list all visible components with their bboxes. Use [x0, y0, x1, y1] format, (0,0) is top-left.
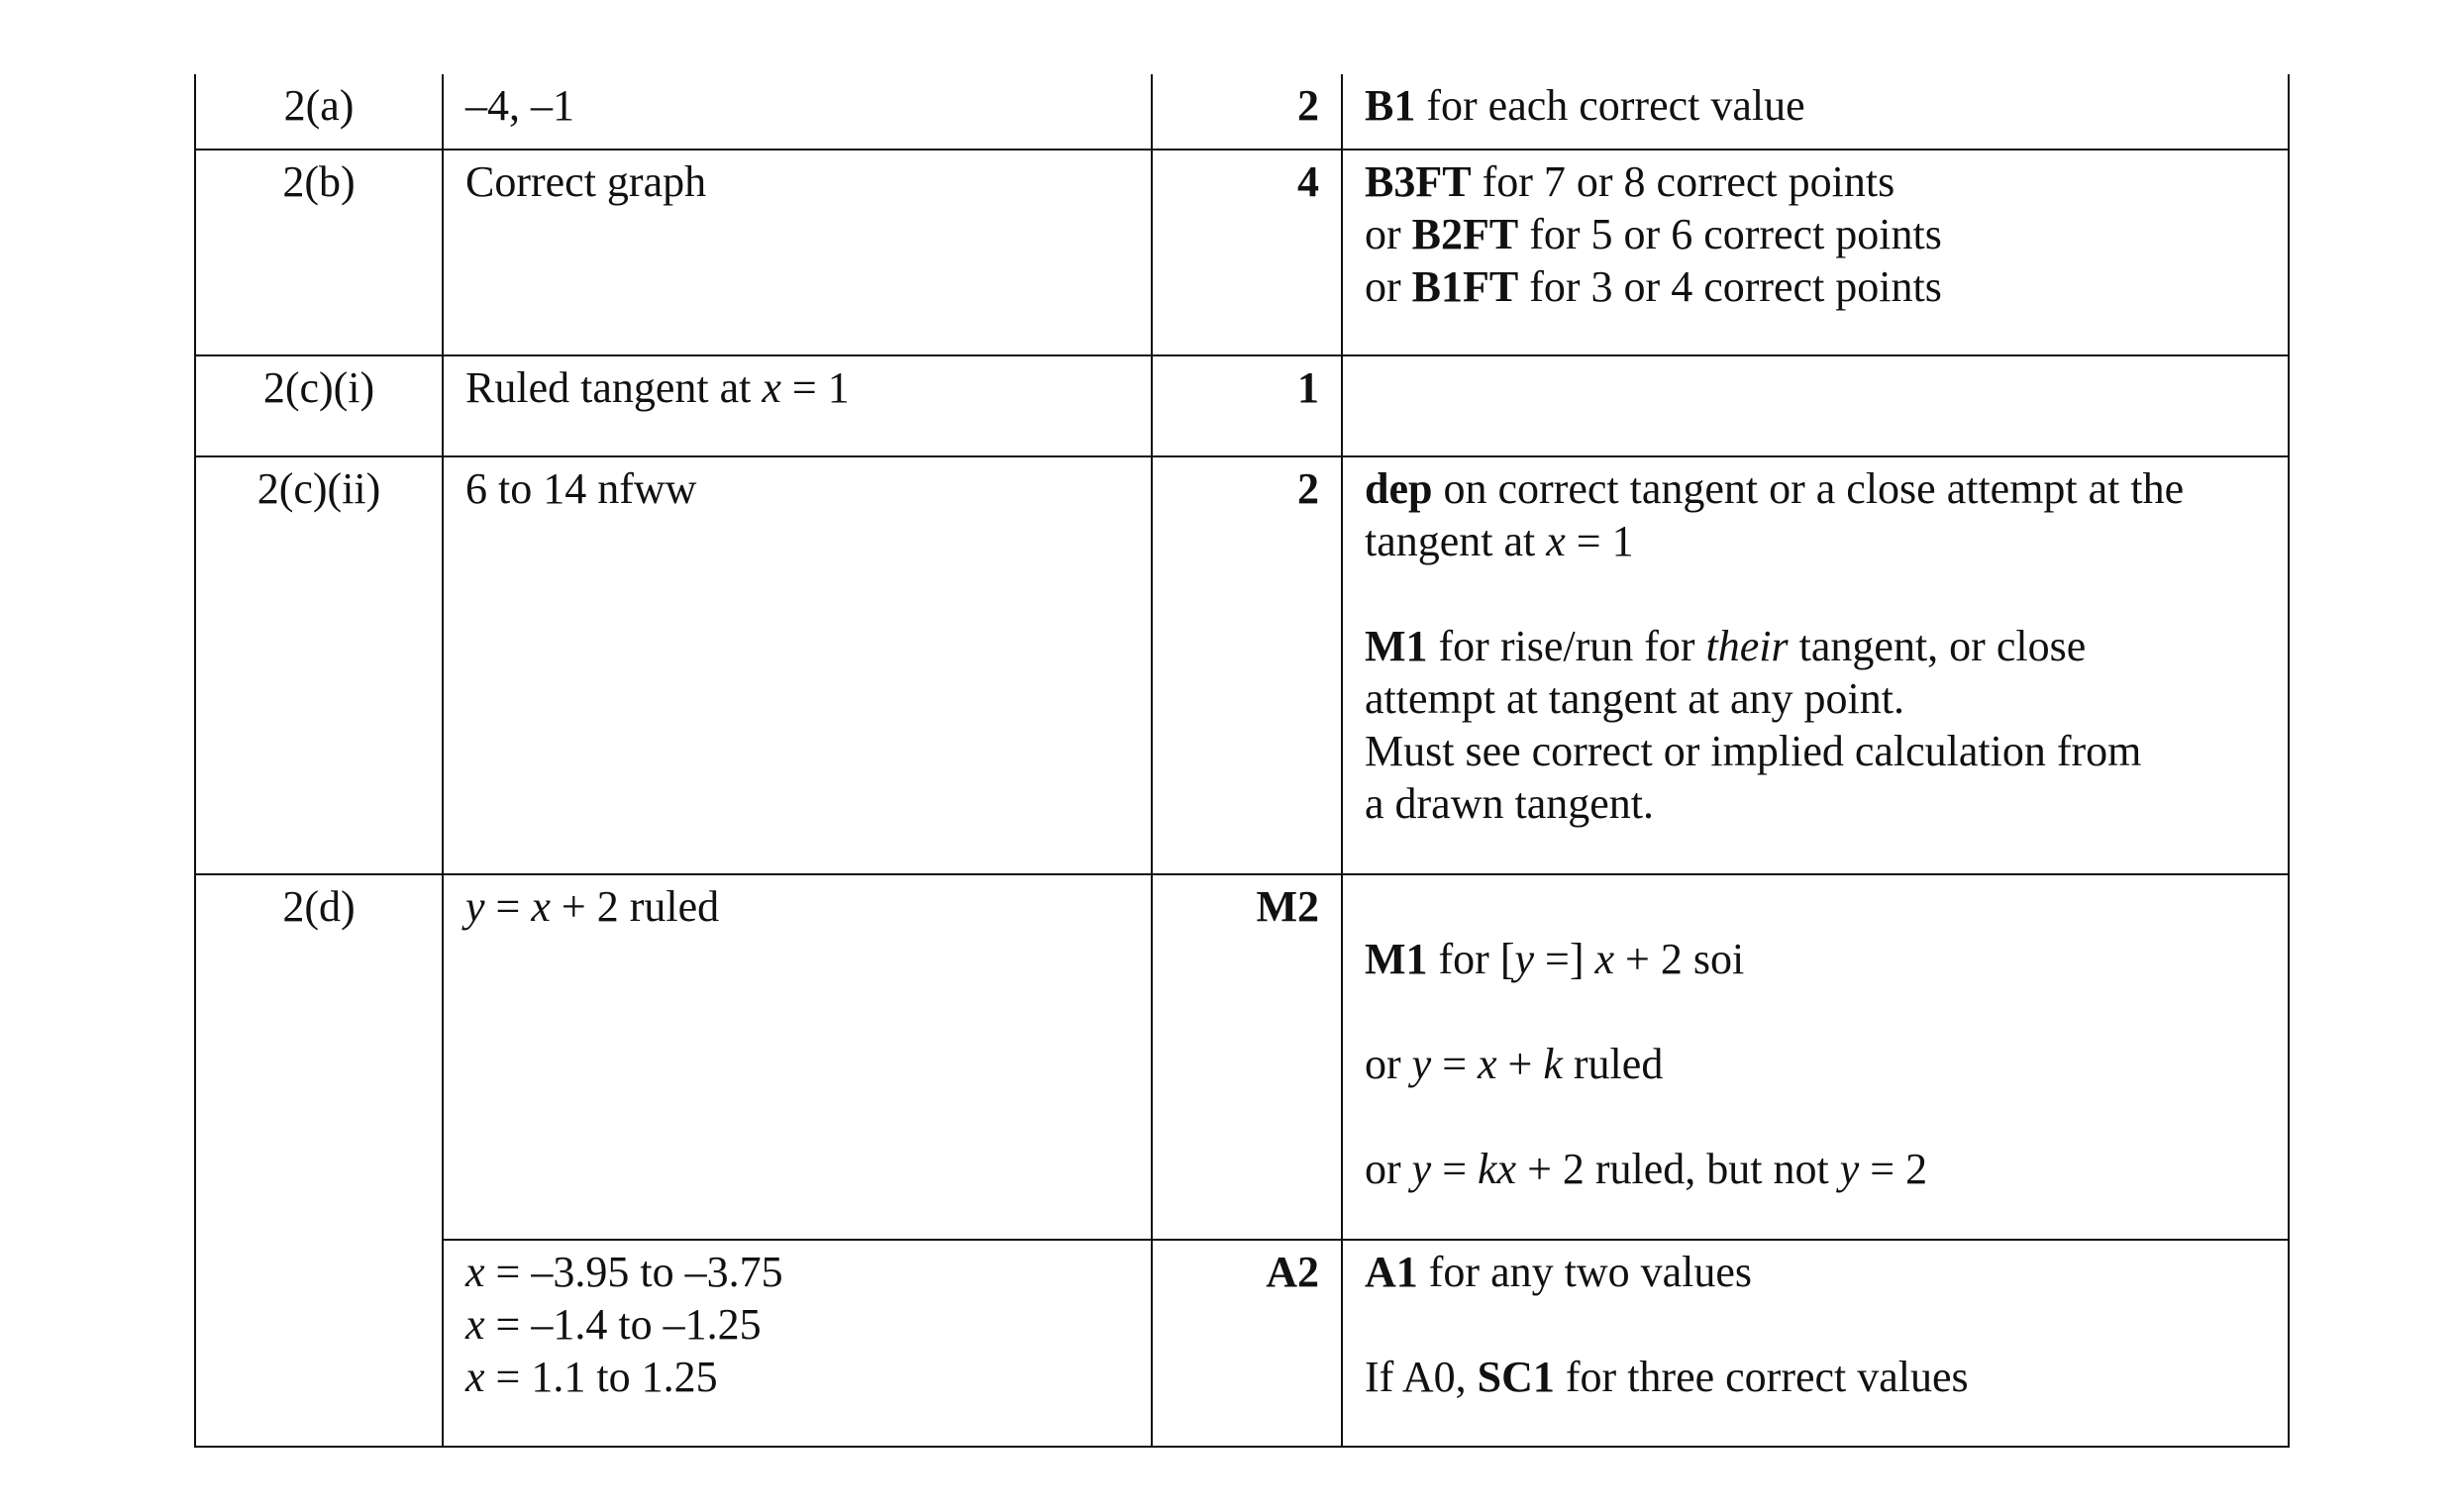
question-cell: 2(d): [195, 874, 443, 1447]
answer-line: x = 1.1 to 1.25: [465, 1353, 718, 1401]
marks-cell: 4: [1152, 150, 1342, 355]
guidance-line: or y = x + k ruled: [1365, 1040, 1664, 1088]
marks-cell: 2: [1152, 74, 1342, 150]
answer-cell: –4, –1: [443, 74, 1152, 150]
table-row: [195, 874, 2289, 1240]
guidance-line: dep on correct tangent or a close attempt at the: [1365, 464, 2185, 513]
marks-cell: M2: [1152, 874, 1342, 1240]
answer-cell: 6 to 14 nfww: [443, 456, 1152, 874]
question-cell: 2(c)(i): [195, 355, 443, 456]
guidance-cell: [1342, 874, 2289, 1240]
guidance-line: or B1FT for 3 or 4 correct points: [1365, 262, 1942, 311]
table-row: [195, 74, 2289, 150]
answer-cell: y = x + 2 ruled: [443, 874, 1152, 1240]
question-cell: 2(c)(ii): [195, 456, 443, 874]
guidance-line: tangent at x = 1: [1365, 517, 1634, 565]
guidance-line: If A0, SC1 for three correct values: [1365, 1353, 1969, 1401]
guidance-cell: [1342, 150, 2289, 355]
answer-line: x = –3.95 to –3.75: [465, 1248, 783, 1296]
question-cell: 2(a): [195, 74, 443, 150]
guidance-cell: [1342, 1240, 2289, 1447]
guidance-cell: [1342, 456, 2289, 874]
guidance-cell: [1342, 355, 2289, 456]
answer-cell: Ruled tangent at x = 1: [443, 355, 1152, 456]
guidance-line: or B2FT for 5 or 6 correct points: [1365, 210, 1942, 258]
answer-line: x = –1.4 to –1.25: [465, 1300, 762, 1349]
guidance-line: a drawn tangent.: [1365, 779, 1654, 828]
mark-scheme-table: [194, 74, 2290, 1448]
answer-cell: Correct graph: [443, 150, 1152, 355]
marks-cell: 1: [1152, 355, 1342, 456]
marks-cell: 2: [1152, 456, 1342, 874]
guidance-line: or y = kx + 2 ruled, but not y = 2: [1365, 1145, 1928, 1193]
guidance-line: attempt at tangent at any point.: [1365, 674, 1904, 723]
guidance-line: Must see correct or implied calculation from: [1365, 727, 2142, 775]
guidance-line: A1 for any two values: [1365, 1248, 1753, 1296]
guidance-line: M1 for [y =] x + 2 soi: [1365, 935, 1745, 983]
question-cell: 2(b): [195, 150, 443, 355]
guidance-line: M1 for rise/run for their tangent, or close: [1365, 622, 2087, 670]
table-row: [195, 1240, 2289, 1447]
guidance-line: B3FT for 7 or 8 correct points: [1365, 157, 1895, 206]
table-row: [195, 355, 2289, 456]
table-row: [195, 150, 2289, 355]
marks-cell: A2: [1152, 1240, 1342, 1447]
table-row: [195, 456, 2289, 874]
guidance-cell: B1 for each correct value: [1342, 74, 2289, 150]
answer-cell: [443, 1240, 1152, 1447]
